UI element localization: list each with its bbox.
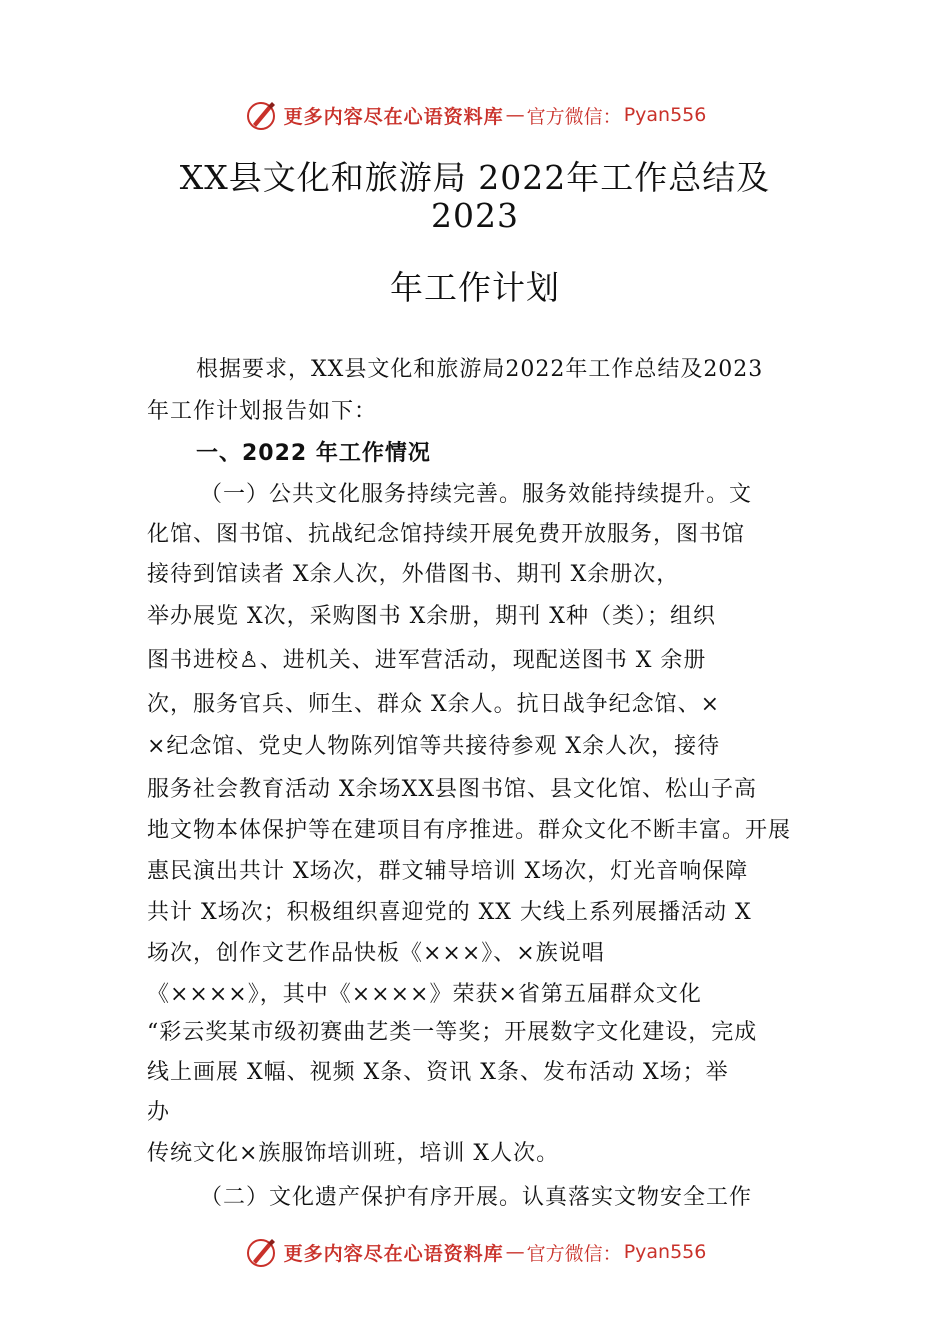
banner-separator: — (505, 1241, 525, 1263)
body-line: 举办展览 X次，采购图书 X余册，期刊 X种（类）；组织 (147, 604, 716, 629)
banner-wechat-label: 官方微信： (526, 1242, 622, 1265)
body-line: 地文物本体保护等在建项目有序推进。群众文化不断丰富。开展 (147, 818, 792, 843)
banner-wechat-id: Pyan556 (623, 1241, 707, 1263)
body-line: 传统文化×族服饰培训班，培训 X人次。 (147, 1141, 560, 1166)
body-line: 办 (147, 1100, 171, 1125)
banner-main-text: 更多内容尽在心语资料库 (283, 105, 504, 128)
body-line: 图书进校♙、进机关、进军营活动，现配送图书 X 余册 (147, 648, 707, 673)
body-line: 线上画展 X幅、视频 X条、资讯 X条、发布活动 X场；举 (147, 1060, 729, 1085)
body-line: 惠民演出共计 X场次，群文辅导培训 X场次，灯光音响保障 (147, 859, 749, 884)
banner-main-text: 更多内容尽在心语资料库 (283, 1242, 504, 1265)
header-banner (0, 95, 950, 135)
body-line: 接待到馆读者 X余人次，外借图书、期刊 X余册次， (147, 562, 680, 587)
body-line: （一）公共文化服务持续完善。服务效能持续提升。文 (200, 482, 753, 507)
banner-wechat-label: 官方微信： (526, 105, 622, 128)
footer-banner (0, 1232, 950, 1272)
banner-wechat-id: Pyan556 (623, 104, 707, 126)
body-line: 共计 X场次；积极组织喜迎党的 XX 大线上系列展播活动 X (147, 900, 752, 925)
body-line: 化馆、图书馆、抗战纪念馆持续开展免费开放服务，图书馆 (147, 522, 746, 547)
document-title-line-1: XX县文化和旅游局 2022年工作总结及 (179, 158, 771, 197)
document-title-line-3: 年工作计划 (390, 268, 560, 307)
body-line: 场次，创作文艺作品快板《×××》、×族说唱 (147, 941, 605, 966)
body-line: 服务社会教育活动 X余场XX县图书馆、县文化馆、松山子高 (147, 777, 757, 802)
pen-logo-icon (244, 98, 278, 132)
body-line: 《××××》，其中《××××》荣获×省第五届群众文化 (147, 982, 702, 1007)
body-line: ×纪念馆、党史人物陈列馆等共接待参观 X余人次，接待 (147, 734, 721, 759)
document-title-line-2: 2023 (431, 196, 519, 235)
body-line: 根据要求，XX县文化和旅游局2022年工作总结及2023 (196, 357, 764, 382)
banner-separator: — (505, 104, 525, 126)
pen-logo-icon (244, 1235, 278, 1269)
section-heading: 一、2022 年工作情况 (196, 441, 431, 466)
body-line: “彩云奖某市级初赛曲艺类一等奖；开展数字文化建设，完成 (147, 1020, 758, 1045)
body-line: 年工作计划报告如下： (147, 399, 378, 424)
body-line: （二）文化遗产保护有序开展。认真落实文物安全工作 (200, 1185, 753, 1210)
body-line: 次，服务官兵、师生、群众 X余人。抗日战争纪念馆、× (147, 692, 721, 717)
